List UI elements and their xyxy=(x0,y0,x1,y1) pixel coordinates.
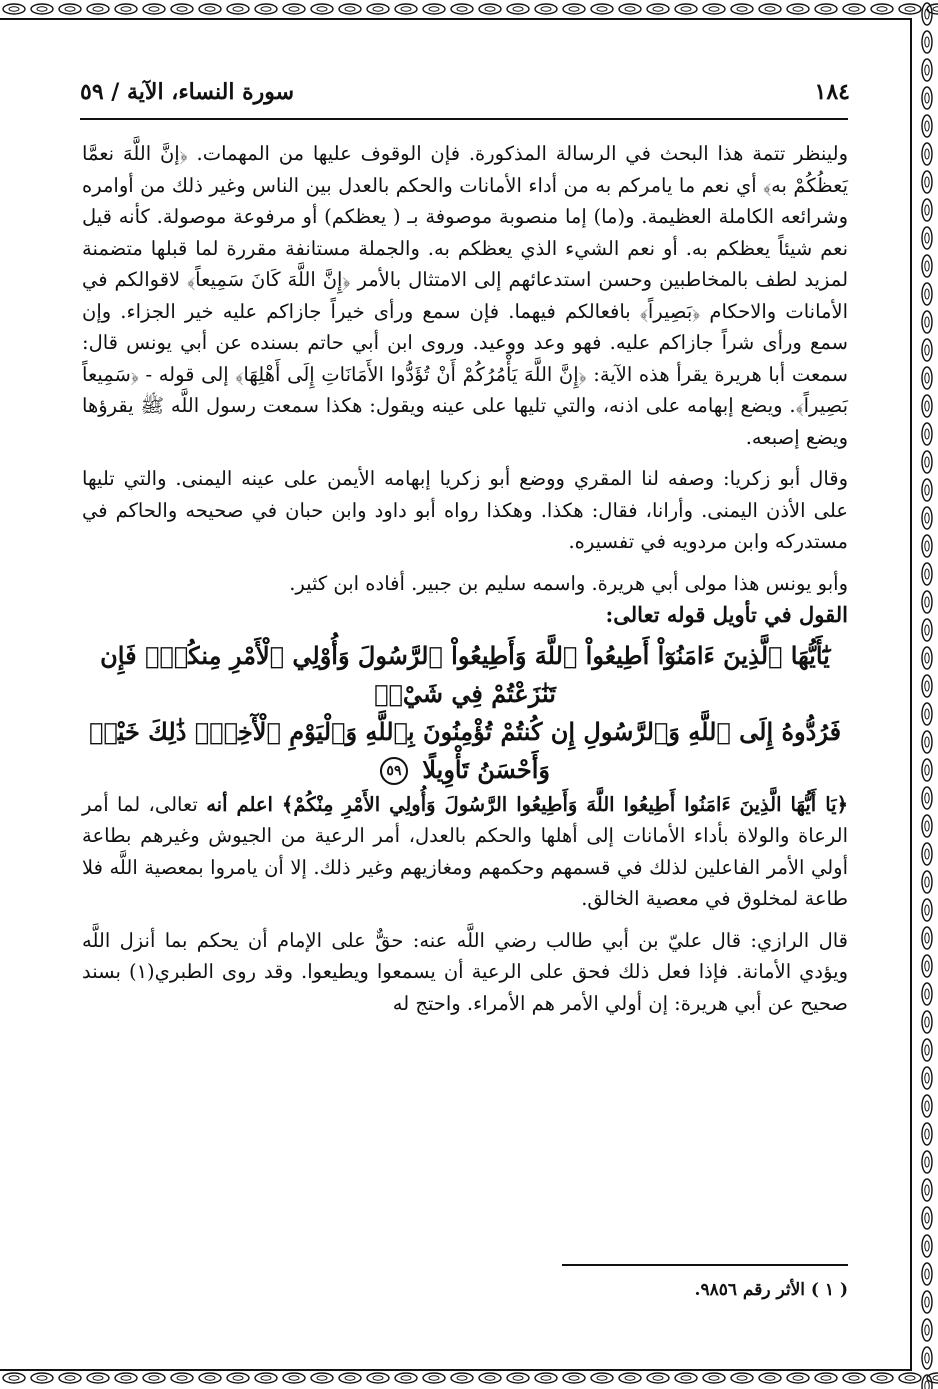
text-line: وإن سمع ورأى شراً جازاكم عليه. فهو وعد ووعيد. وروى ابن أبي حاتم بسنده عن xyxy=(82,299,849,354)
paragraph-5 xyxy=(82,925,848,1020)
page-body xyxy=(82,138,848,1019)
border-inner-line-top xyxy=(0,18,912,20)
text-line: اللَّهَ نعمَّا يَعظُكُمْ به﴾ أي نعم ما يامركم به من أداء الأمانات والحكم بالعدل بين الناس xyxy=(82,142,849,197)
text-line: ( يعظكم) أو مرفوعة موصولة. كأنه قيل نعم شيئاً يعظكم به. أو نعم الشيء الذي xyxy=(82,205,848,260)
border-inner-line-right xyxy=(910,18,912,1371)
ayah-number-marker: ٥٩ xyxy=(380,757,408,785)
paragraph-1 xyxy=(82,138,848,453)
section-heading: القول في تأويل قوله تعالى: xyxy=(605,602,848,627)
text-line: والاحكام ﴿بَصِيراً﴾ بافعالكم فيهما. فإن سمع ورأى خيراً جازاكم عليه خير الجزاء. xyxy=(120,299,777,323)
footnote-rule xyxy=(562,1264,848,1266)
text-line: أبي يونس قال: سمعت أبا هريرة يقرأ هذه الآية: ﴿إِنَّ اللَّهَ يَأْمُرُكُمْ أَنْ تُؤَدُّوا الأَمَانَاتِ إِلَى xyxy=(82,331,848,386)
text-line: قال الرازي: قال عليّ بن أبي طالب رضي اللَّه عنه: حقٌّ على الإمام أن يحكم xyxy=(196,928,849,952)
header-rule xyxy=(80,118,848,120)
decorative-border-top xyxy=(0,0,938,20)
text-line: ولينظر تتمة هذا البحث في الرسالة المذكورة. فإن الوقوف عليها من المهمات. ﴿إنَّ xyxy=(159,142,848,165)
paragraph-2 xyxy=(82,463,848,558)
text-line: وحسن استدعائهم إلى الامتثال بالأمر ﴿إِنَّ اللَّهَ كَانَ سَمِيعاً﴾ لاقوالكم في الأمانات xyxy=(82,268,848,323)
text-line: وغير ذلك من أوامره وشرائعه الكاملة العظيمة. و(ما) إما منصوبة موصوفة بـ xyxy=(82,173,848,228)
page-header xyxy=(80,70,850,114)
quran-line-last xyxy=(82,751,848,789)
running-title: سورة النساء، الآية / ٥٩ xyxy=(80,79,295,105)
text-line: وابن حبان في صحيحه والحاكم في مستدركه وابن مردويه في تفسيره. xyxy=(82,498,848,553)
text-line: يعظكم به. والجملة مستانفة مقررة لما قبلها متضمنة لمزيد لطف بالمخاطبين xyxy=(82,236,849,291)
page-number: ١٨٤ xyxy=(814,79,850,105)
text-line: تعالى، لما أمر الرعاة والولاة بأداء الأمانات إلى أهلها والحكم بالعدل، أمر الرعية من xyxy=(82,792,848,847)
text-line: ﴿يَا أَيُّهَا الَّذِينَ ءَامَنُوا أَطِيعُوا اللَّهَ وَأَطِيعُوا الرَّسُولَ وَأُولِي الأَمْرِ مِنْكُمْ﴾ اعلم أنه xyxy=(206,792,848,816)
text-line: ويقول: هكذا سمعت رسول اللَّه ﷺ يقرؤها ويضع إصبعه. xyxy=(82,394,848,449)
decorative-border-right xyxy=(916,0,938,1389)
footnote: ( ١ ) الأثر رقم ٩٨٥٦. xyxy=(694,1280,848,1300)
text-line: بما أنزل اللَّه ويؤدي الأمانة. فإذا فعل ذلك فحق على الرعية أن يسمعوا ويطيعوا. وقد xyxy=(82,928,849,983)
paragraph-4 xyxy=(82,789,848,915)
quran-line: يَٰٓأَيُّهَا ٱلَّذِينَ ءَامَنُوٓاْ أَطِيعُواْ ٱللَّهَ وَأَطِيعُواْ ٱلرَّسُولَ وَأُوْلِي ٱلْأَمْرِ مِنكُمْۖ فَإِن تَنَٰزَعْتُمْ فِي شَيْءٖ xyxy=(100,640,830,708)
quran-verse xyxy=(82,637,848,789)
paragraph-3: وأبو يونس هذا مولى أبي هريرة. واسمه سليم بن جبير. أفاده ابن كثير. xyxy=(289,571,848,595)
quran-line-text: وَأَحْسَنُ تَأْوِيلًا xyxy=(422,754,551,784)
quran-line: فَرُدُّوهُ إِلَى ٱللَّهِ وَٱلرَّسُولِ إِن كُنتُمْ تُؤْمِنُونَ بِٱللَّهِ وَٱلْيَوْمِ ٱلْأٓخِرِۚ ذَٰلِكَ خَيْرٞ xyxy=(88,716,842,746)
text-line: الجيوش وغيرهم بطاعة أولي الأمر الفاعلين لذلك في قسمهم وحكمهم ومغازيهم xyxy=(82,824,848,879)
text-line: روى الطبري(١) بسند صحيح عن أبي هريرة: إن أولي الأمر هم الأمراء. واحتج له xyxy=(82,960,848,1015)
text-line: اليمنى. والتي تليها على الأذن اليمنى. وأرانا، فقال: هكذا. وهكذا رواه أبو داود xyxy=(82,467,848,522)
text-line: وقال أبو زكريا: وصفه لنا المقري ووضع أبو زكريا إبهامه الأيمن على عينه xyxy=(241,467,848,490)
border-inner-line-bottom xyxy=(0,1369,912,1371)
decorative-border-bottom xyxy=(0,1369,938,1389)
text-line: وغير ذلك. إلا أن يامروا بمعصية اللَّه فلا طاعة لمخلوق في معصية الخالق. xyxy=(82,855,848,910)
text-line: أَهْلِهَا﴾ إلى قوله - ﴿سَمِيعاً بَصِيراً﴾. ويضع إبهامه على اذنه، والتي تليها على عينه xyxy=(82,362,848,417)
